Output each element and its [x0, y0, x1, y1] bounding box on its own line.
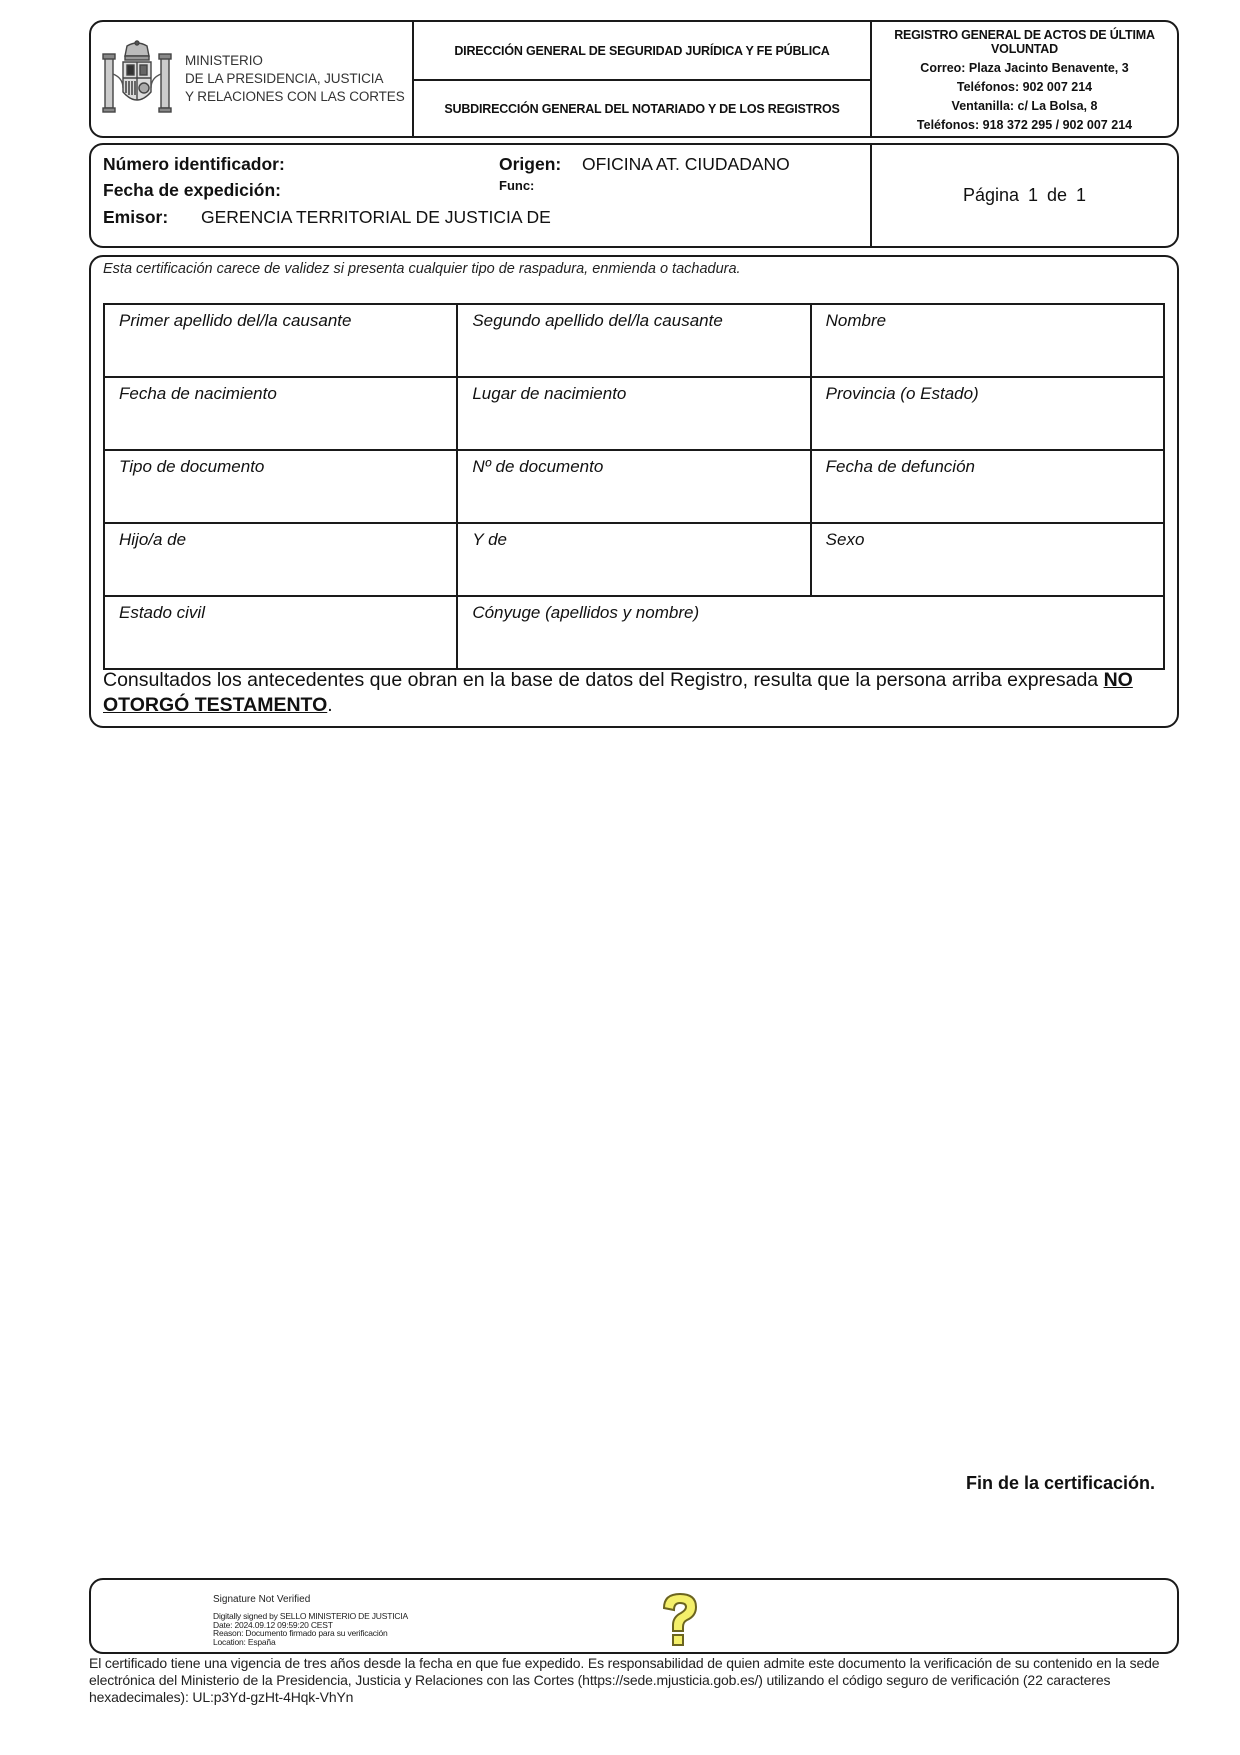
func-label: Func: — [499, 178, 535, 193]
field-birth-date: Fecha de nacimiento — [104, 377, 457, 450]
table-row — [104, 596, 1164, 669]
document-header — [89, 20, 1179, 138]
registry-counter-phones: Teléfonos: 918 372 295 / 902 007 214 — [916, 118, 1133, 132]
registry-block — [872, 22, 1177, 136]
field-death-date: Fecha de defunción — [811, 450, 1164, 523]
result-statement: Consultados los antecedentes que obran en la base de datos del Registro, resulta que la persona arriba expresada NO OTORGÓ TESTAMENTO. — [103, 669, 1133, 716]
ministry-name: MINISTERIO DE LA PRESIDENCIA, JUSTICIA Y RELACIONES CON LAS CORTES — [185, 53, 405, 104]
registry-counter: Ventanilla: c/ La Bolsa, 8 — [951, 99, 1098, 113]
coat-of-arms-icon — [101, 40, 173, 118]
result-verdict: NO OTORGÓ TESTAMENTO — [103, 669, 1133, 716]
registry-phones: Teléfonos: 902 007 214 — [956, 80, 1093, 94]
table-row — [104, 523, 1164, 596]
registry-mail: Correo: Plaza Jacinto Benavente, 3 — [920, 61, 1129, 75]
origin-value: OFICINA AT. CIUDADANO — [582, 154, 790, 174]
signature-status: Signature Not Verified — [213, 1594, 311, 1605]
field-child-of: Hijo/a de — [104, 523, 457, 596]
issuer-value: GERENCIA TERRITORIAL DE JUSTICIA DE — [201, 207, 551, 227]
field-second-surname: Segundo apellido del/la causante — [457, 304, 810, 377]
question-mark-icon[interactable] — [654, 1590, 704, 1650]
field-document-number: Nº de documento — [457, 450, 810, 523]
id-label: Número identificador: — [103, 154, 285, 174]
field-province: Provincia (o Estado) — [811, 377, 1164, 450]
signature-details: Digitally signed by SELLO MINISTERIO DE JUSTICIA Date: 2024.09.12 09:59:20 CEST Reason: Documento firmado para su verificación Location: España — [213, 1611, 408, 1647]
field-first-surname: Primer apellido del/la causante — [104, 304, 457, 377]
validity-warning: Esta certificación carece de validez si presenta cualquier tipo de raspadura, enmienda o tachadura. — [103, 261, 741, 277]
ministry-logo-block — [91, 22, 414, 136]
issuer-label: Emisor: — [103, 207, 169, 227]
issue-date-label: Fecha de expedición: — [103, 180, 281, 200]
certificate-info — [89, 143, 1179, 248]
field-name: Nombre — [811, 304, 1164, 377]
field-sex: Sexo — [811, 523, 1164, 596]
field-marital-status: Estado civil — [104, 596, 457, 669]
certificate-form — [89, 255, 1179, 728]
field-document-type: Tipo de documento — [104, 450, 457, 523]
origin-label: Origen: — [499, 154, 562, 174]
deceased-data-table — [103, 303, 1165, 670]
registry-title: REGISTRO GENERAL DE ACTOS DE ÚLTIMA VOLUNTAD — [894, 28, 1155, 56]
field-birth-place: Lugar de nacimiento — [457, 377, 810, 450]
table-row — [104, 377, 1164, 450]
table-row — [104, 450, 1164, 523]
subdirectorate-name: SUBDIRECCIÓN GENERAL DEL NOTARIADO Y DE LOS REGISTROS — [444, 101, 840, 116]
page-indicator: Página 1 de 1 — [962, 185, 1087, 205]
end-of-certification: Fin de la certificación. — [966, 1473, 1156, 1493]
table-row — [104, 304, 1164, 377]
validity-footer-note: El certificado tiene una vigencia de tres años desde la fecha en que fue expedido. Es responsabilidad de quien admite este documento la verificación de su contenido en la sede electrónica del Ministerio de la Presidencia, Justicia y Relaciones con las Cortes (https://sede.mjusticia.gob.es/) utilizando el código seguro de verificación (22 caracteres hexadecimales): UL:p3Yd-gzHt-4Hqk-VhYn — [89, 1655, 1160, 1705]
digital-signature-box — [89, 1578, 1179, 1654]
field-spouse: Cónyuge (apellidos y nombre) — [457, 596, 1164, 669]
certificate-meta — [91, 145, 872, 246]
directorate-name: DIRECCIÓN GENERAL DE SEGURIDAD JURÍDICA Y FE PÚBLICA — [414, 22, 870, 81]
field-and-of: Y de — [457, 523, 810, 596]
directorate-block — [414, 22, 872, 136]
